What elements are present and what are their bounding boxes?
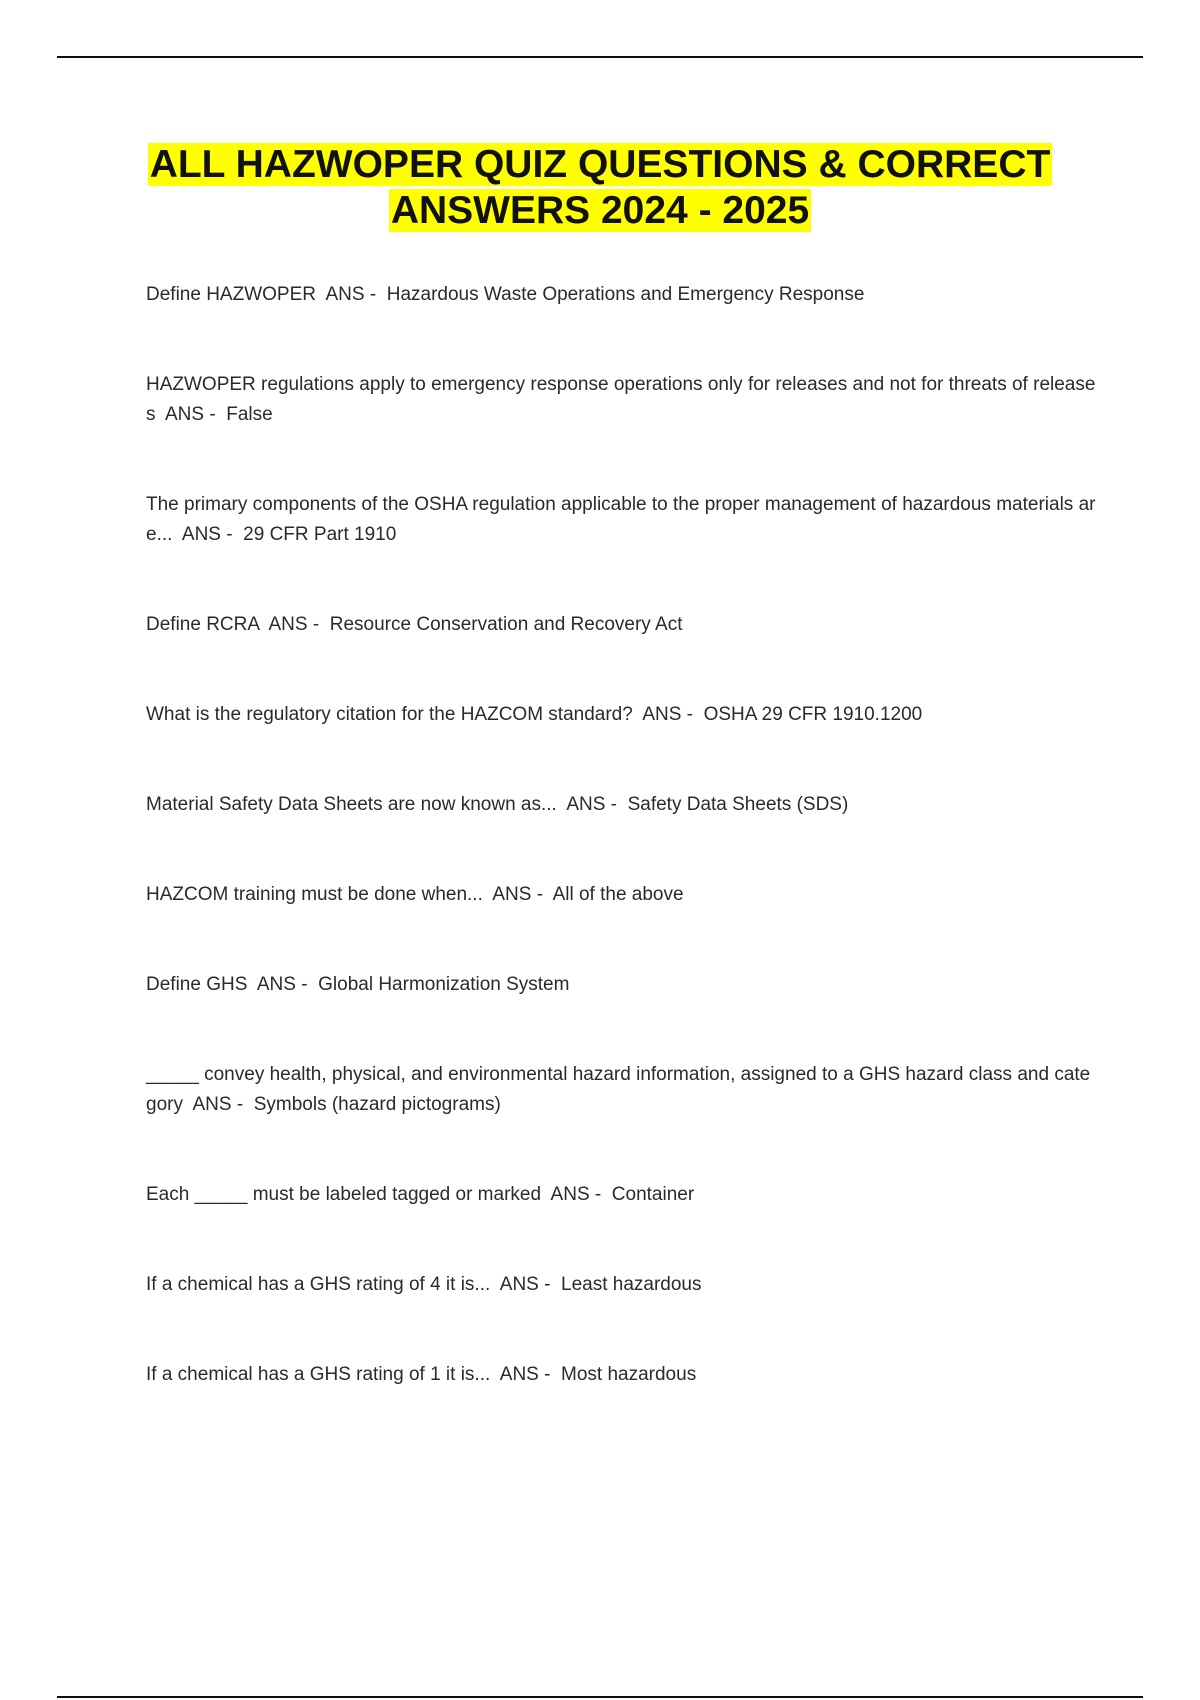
qa-item [146,610,1096,640]
question-text: _____ convey health, physical, and environmental hazard information, assigned to a GHS hazard class and category [146,1064,1091,1115]
answer-text: Hazardous Waste Operations and Emergency Response [386,284,865,305]
ans-marker: ANS - [482,884,553,905]
ans-marker: ANS - [182,1094,254,1115]
answer-text: Safety Data Sheets (SDS) [627,794,849,815]
title-line-1: ALL HAZWOPER QUIZ QUESTIONS & CORRECT [149,143,1051,186]
answer-text: Most hazardous [561,1364,697,1385]
ans-marker: ANS - [172,524,244,545]
answer-text: Resource Conservation and Recovery Act [329,614,683,635]
question-text: Material Safety Data Sheets are now known as... [146,794,557,815]
qa-item [146,490,1096,550]
qa-item [146,790,1096,820]
ans-marker: ANS - [247,974,319,995]
question-text: If a chemical has a GHS rating of 1 it is... [146,1364,491,1385]
qa-item [146,880,1096,910]
ans-marker: ANS - [541,1184,612,1205]
answer-text: False [226,404,273,425]
question-text: If a chemical has a GHS rating of 4 it is... [146,1274,491,1295]
answer-text: Least hazardous [561,1274,702,1295]
answer-text: 29 CFR Part 1910 [243,524,397,545]
question-text: The primary components of the OSHA regulation applicable to the proper management of hazardous materials are... [146,494,1096,545]
bottom-rule [57,1696,1143,1698]
qa-item [146,1270,1096,1300]
page-title [60,142,1140,234]
qa-list [146,280,1096,1390]
question-text: What is the regulatory citation for the HAZCOM standard? [146,704,633,725]
question-text: HAZCOM training must be done when... [146,884,483,905]
top-rule [57,56,1143,58]
answer-text: Container [611,1184,695,1205]
qa-item [146,700,1096,730]
question-text: Each _____ must be labeled tagged or marked [146,1184,542,1205]
qa-item [146,1360,1096,1390]
ans-marker: ANS - [490,1364,562,1385]
qa-item [146,970,1096,1000]
qa-item [146,1060,1096,1120]
ans-marker: ANS - [632,704,704,725]
question-text: HAZWOPER regulations apply to emergency response operations only for releases and not for threats of releases [146,374,1096,425]
question-text: Define GHS [146,974,248,995]
qa-item [146,280,1096,310]
answer-text: OSHA 29 CFR 1910.1200 [703,704,923,725]
ans-marker: ANS - [490,1274,562,1295]
answer-text: Symbols (hazard pictograms) [253,1094,501,1115]
ans-marker: ANS - [155,404,227,425]
ans-marker: ANS - [315,284,387,305]
qa-item [146,1180,1096,1210]
ans-marker: ANS - [259,614,330,635]
ans-marker: ANS - [556,794,628,815]
title-line-2: ANSWERS 2024 - 2025 [390,189,810,232]
qa-item [146,370,1096,430]
answer-text: All of the above [552,884,684,905]
question-text: Define HAZWOPER [146,284,316,305]
question-text: Define RCRA [146,614,259,635]
answer-text: Global Harmonization System [318,974,570,995]
